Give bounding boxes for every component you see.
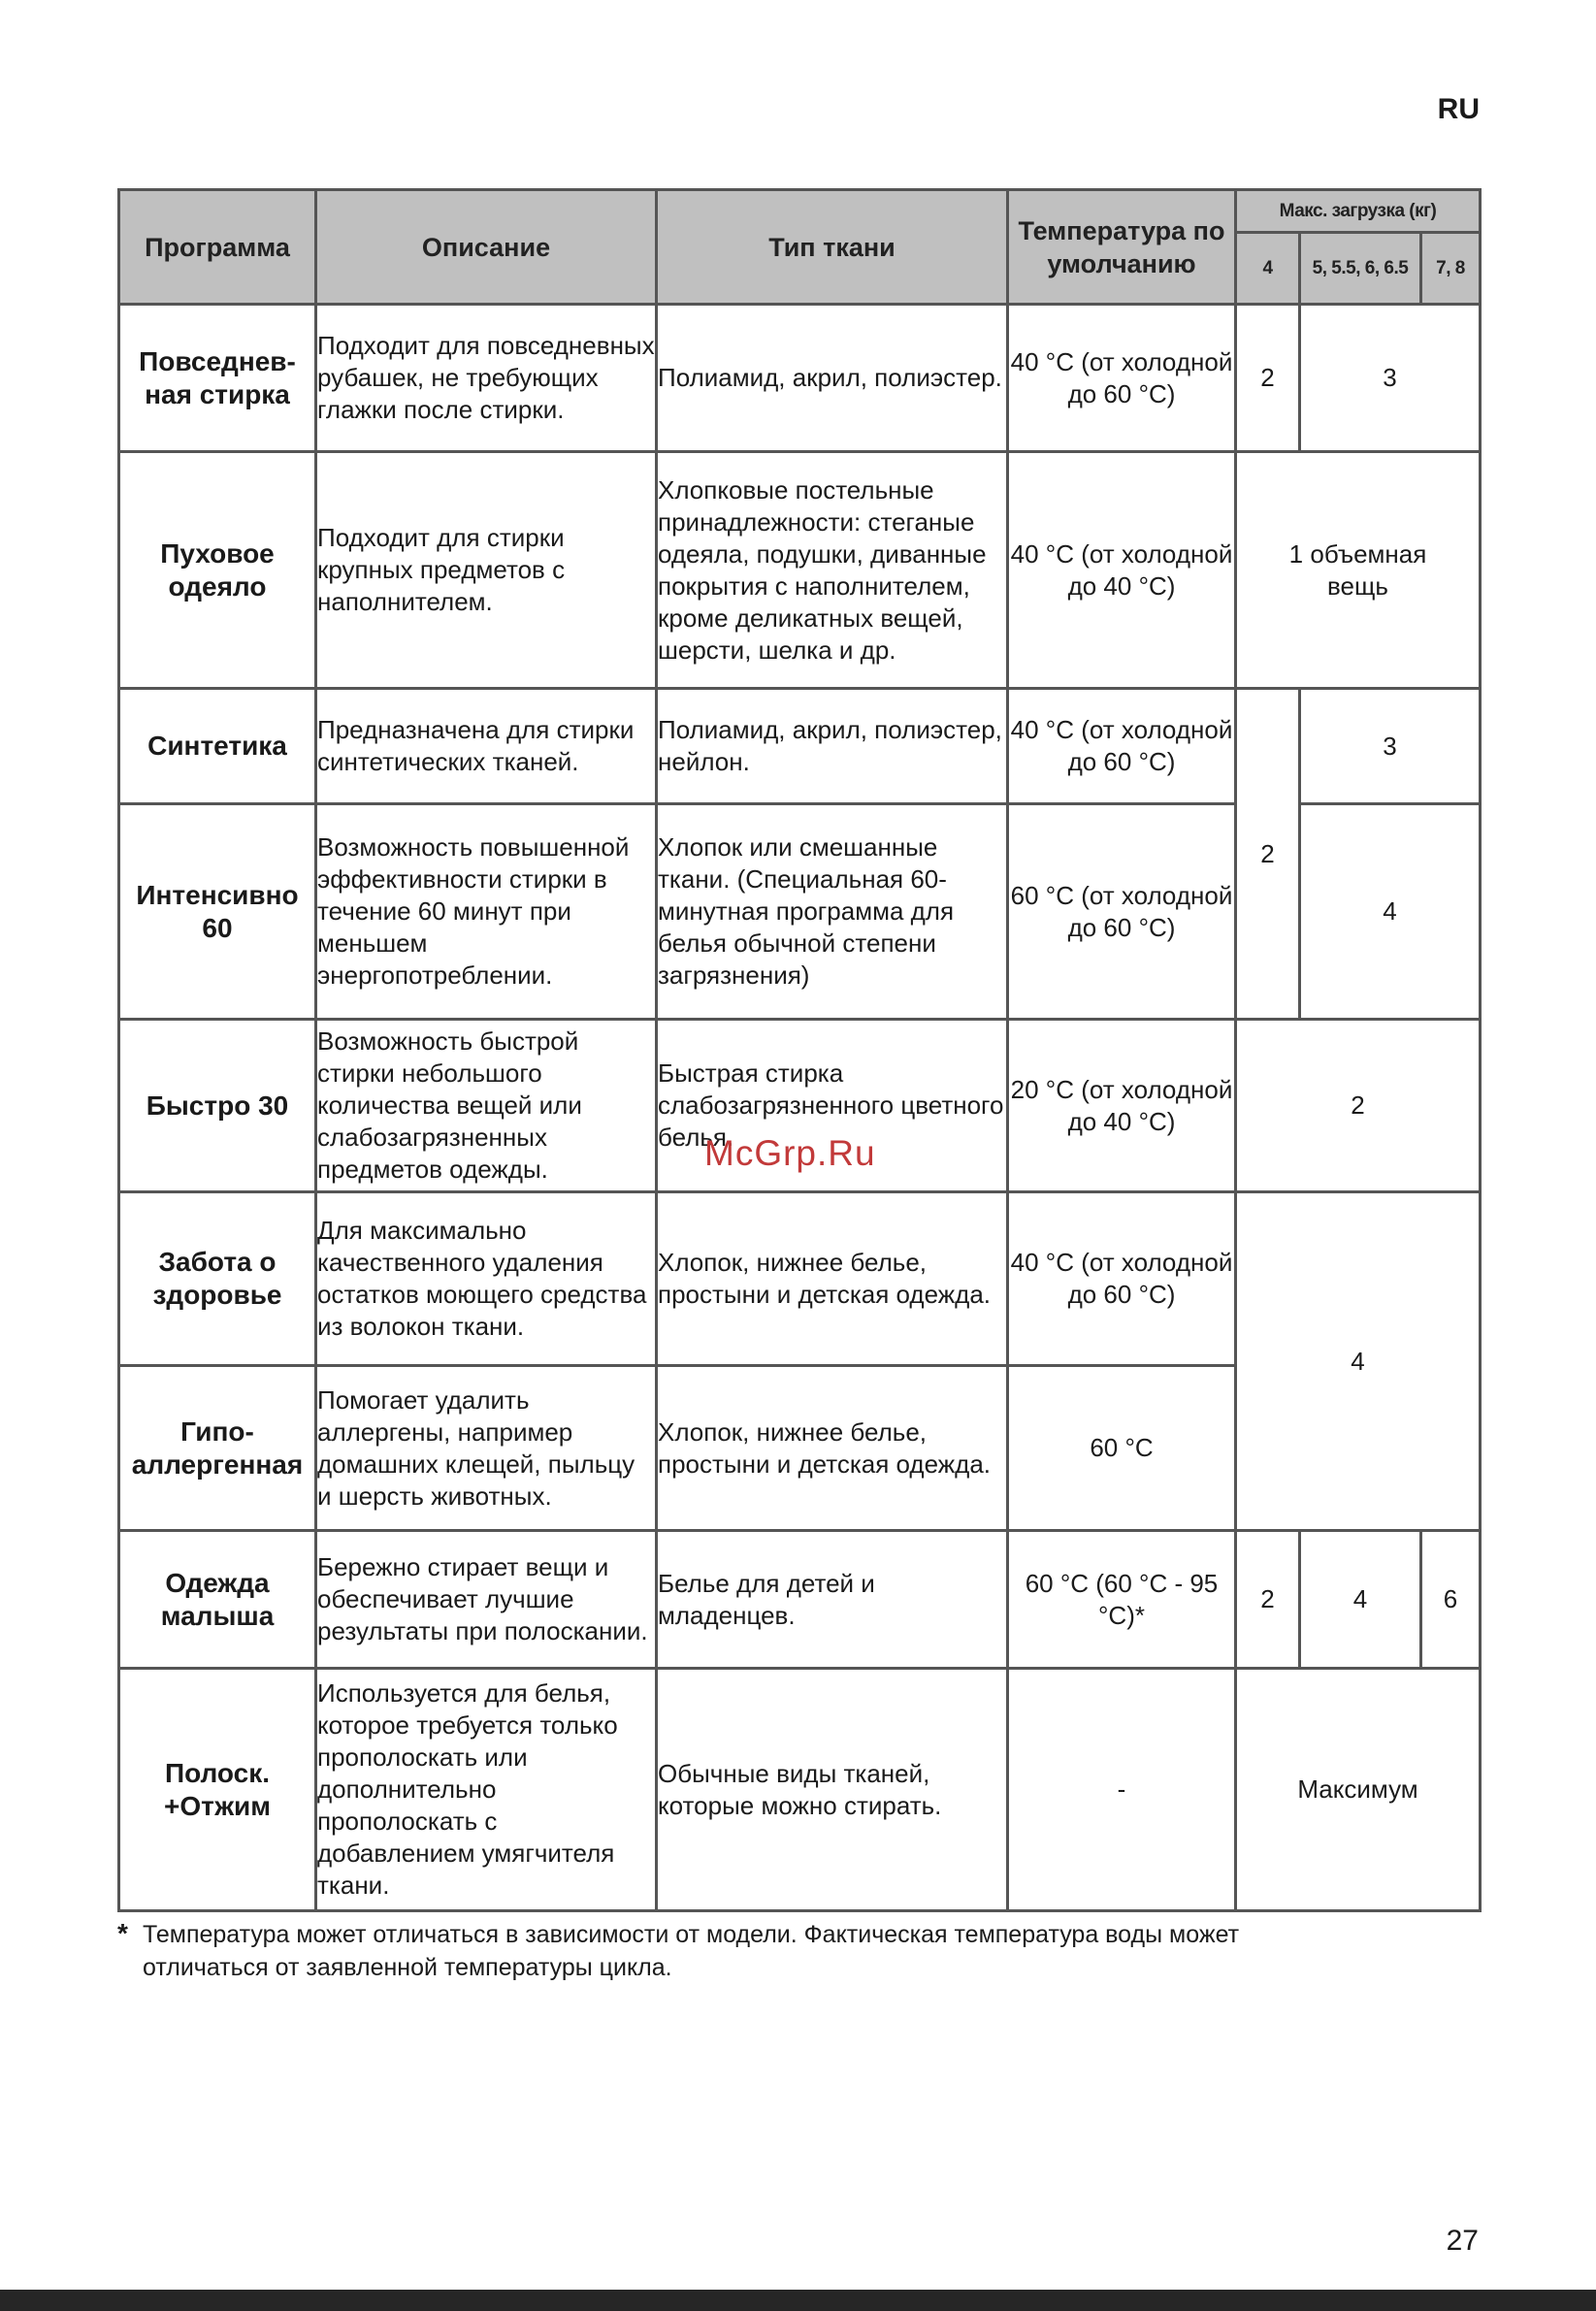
footnote-text: Температура может отличаться в зависимости от модели. Фактическая температура воды может <box>143 1921 1240 1948</box>
program-name: Гипо-аллергенная <box>119 1366 316 1531</box>
max-load-value: 2 <box>1236 1531 1300 1669</box>
footnote-line-2: отличаться от заявленной температуры цикла. <box>143 1954 672 1981</box>
default-temperature: 40 °C (от холодной до 60 °C) <box>1008 689 1236 804</box>
max-load-value <box>1236 452 1481 689</box>
program-name: Синтетика <box>119 689 316 804</box>
header-temperature: Температура по умолчанию <box>1008 190 1236 305</box>
program-description: Бережно стирает вещи и обеспечивает лучшие результаты при полоскании. <box>316 1531 657 1669</box>
table-row <box>119 452 1481 689</box>
program-description: Подходит для повседневных рубашек, не требующих глажки после стирки. <box>316 305 657 452</box>
header-load-4: 4 <box>1236 233 1300 305</box>
fabric-type: Полиамид, акрил, полиэстер, нейлон. <box>657 689 1008 804</box>
table-row <box>119 1192 1481 1366</box>
program-description: Используется для белья, которое требуется только прополоскать или дополнительно прополоскать с добавлением умягчителя ткани. <box>316 1669 657 1911</box>
watermark: McGrp.Ru <box>704 1133 876 1173</box>
default-temperature: - <box>1008 1669 1236 1911</box>
table-row <box>119 1531 1481 1669</box>
bottom-edge-bar <box>0 2290 1596 2311</box>
fabric-type: Полиамид, акрил, полиэстер. <box>657 305 1008 452</box>
header-load-7-8: 7, 8 <box>1421 233 1481 305</box>
table-row <box>119 1669 1481 1911</box>
fabric-type: Хлопок или смешанные ткани. (Специальная 60-минутная программа для белья обычной степени загрязнения) <box>657 804 1008 1020</box>
fabric-type: Хлопок, нижнее белье, простыни и детская одежда. <box>657 1366 1008 1531</box>
max-load-value: 6 <box>1421 1531 1481 1669</box>
max-load-value: 2 <box>1236 689 1300 1020</box>
program-description: Помогает удалить аллергены, например домашних клещей, пыльцу и шерсть животных. <box>316 1366 657 1531</box>
max-load-value: 4 <box>1300 1531 1421 1669</box>
fabric-type: Быстрая стирка слабозагрязненного цветного белья. <box>657 1020 1008 1192</box>
max-load-value: Максимум <box>1236 1669 1481 1911</box>
page-number: 27 <box>1446 2225 1479 2257</box>
max-load-value: 2 <box>1236 305 1300 452</box>
default-temperature: 20 °C (от холодной до 40 °C) <box>1008 1020 1236 1192</box>
footnote-line-1 <box>117 1917 1476 1951</box>
max-load-value: 3 <box>1300 305 1481 452</box>
fabric-type: Хлопок, нижнее белье, простыни и детская одежда. <box>657 1192 1008 1366</box>
max-load-value: 4 <box>1300 804 1481 1020</box>
program-name: Интенсивно 60 <box>119 804 316 1020</box>
fabric-type: Хлопковые постельные принадлежности: стеганые одеяла, подушки, диванные покрытия с наполнителем, кроме деликатных вещей, шерсти, шелка и др. <box>657 452 1008 689</box>
table-row <box>119 305 1481 452</box>
header-max-load: Макс. загрузка (кг) <box>1236 190 1481 233</box>
program-name: Пуховое одеяло <box>119 452 316 689</box>
table-row <box>119 689 1481 804</box>
asterisk-mark: * <box>117 1918 128 1948</box>
max-load-value: 2 <box>1236 1020 1481 1192</box>
default-temperature: 60 °C (от холодной до 60 °C) <box>1008 804 1236 1020</box>
program-name: Повседнев-ная стирка <box>119 305 316 452</box>
program-description: Предназначена для стирки синтетических тканей. <box>316 689 657 804</box>
program-name: Полоск. +Отжим <box>119 1669 316 1911</box>
max-load-value: 3 <box>1300 689 1481 804</box>
footnote <box>117 1917 1476 1984</box>
default-temperature: 40 °C (от холодной до 60 °C) <box>1008 1192 1236 1366</box>
header-fabric: Тип ткани <box>657 190 1008 305</box>
program-name: Одежда малыша <box>119 1531 316 1669</box>
default-temperature: 60 °C (60 °C - 95 °C)* <box>1008 1531 1236 1669</box>
header-program: Программа <box>119 190 316 305</box>
program-description: Для максимально качественного удаления остатков моющего средства из волокон ткани. <box>316 1192 657 1366</box>
default-temperature: 40 °C (от холодной до 60 °C) <box>1008 305 1236 452</box>
language-code: RU <box>1437 93 1480 125</box>
program-name: Быстро 30 <box>119 1020 316 1192</box>
default-temperature: 60 °C <box>1008 1366 1236 1531</box>
fabric-type: Обычные виды тканей, которые можно стирать. <box>657 1669 1008 1911</box>
max-load-value: 4 <box>1236 1192 1481 1531</box>
max-load-text: 1 объемная вещь <box>1288 538 1427 601</box>
programs-table <box>117 188 1482 1912</box>
header-load-5-6: 5, 5.5, 6, 6.5 <box>1300 233 1421 305</box>
header-description: Описание <box>316 190 657 305</box>
program-description: Возможность повышенной эффективности стирки в течение 60 минут при меньшем энергопотреблении. <box>316 804 657 1020</box>
default-temperature: 40 °C (от холодной до 40 °C) <box>1008 452 1236 689</box>
fabric-type: Белье для детей и младенцев. <box>657 1531 1008 1669</box>
program-name: Забота о здоровье <box>119 1192 316 1366</box>
program-description: Подходит для стирки крупных предметов с наполнителем. <box>316 452 657 689</box>
program-description: Возможность быстрой стирки небольшого количества вещей или слабозагрязненных предметов одежды. <box>316 1020 657 1192</box>
